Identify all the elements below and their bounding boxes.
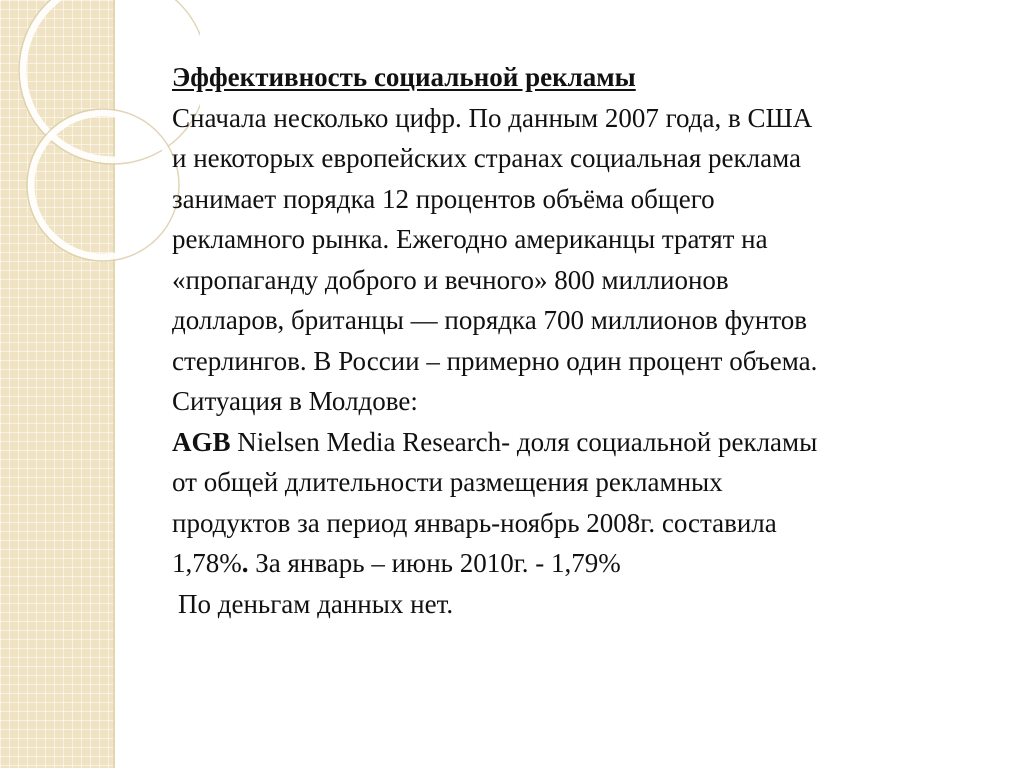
agb-line-3: продуктов за период январь-ноябрь 2008г. составила: [172, 507, 777, 538]
paragraph-line-7: стерлингов. В России – примерно один процент объема.: [172, 345, 818, 376]
percent-line: [172, 543, 1002, 584]
paragraph-line-4: рекламного рынка. Ежегодно американцы тратят на: [172, 224, 768, 254]
paragraph-line-2: и некоторых европейских странах социальная реклама: [172, 143, 801, 173]
decorative-rings-graphic: [0, 0, 200, 300]
slide-heading: Эффективность социальной рекламы: [172, 62, 636, 92]
paragraph-line-6: долларов, британцы — порядка 700 миллионов фунтов: [172, 305, 808, 335]
percent-2008: 1,78%: [172, 548, 242, 578]
paragraph-line-8: Ситуация в Молдове:: [172, 386, 418, 416]
agb-bold-text: AGB: [172, 426, 231, 457]
percent-dot: .: [241, 548, 249, 578]
agb-rest-text: Nielsen Media Research- доля социальной рекламы: [230, 426, 818, 457]
agb-line-2: от общей длительности размещения рекламных: [172, 467, 723, 497]
paragraph-line-1: Сначала несколько цифр. По данным 2007 года, в США: [172, 102, 813, 133]
paragraph-line-3: занимает порядка 12 процентов объёма общего: [172, 183, 715, 214]
paragraph-line-5: «пропаганду доброго и вечного» 800 миллионов: [172, 264, 729, 295]
final-line: По деньгам данных нет.: [178, 588, 454, 619]
percent-2010-text: За январь – июнь 2010г. - 1,79%: [248, 548, 621, 578]
agb-line: [172, 422, 1002, 463]
decorative-ring-small: [31, 113, 175, 257]
slide-text-body: [172, 57, 1002, 624]
